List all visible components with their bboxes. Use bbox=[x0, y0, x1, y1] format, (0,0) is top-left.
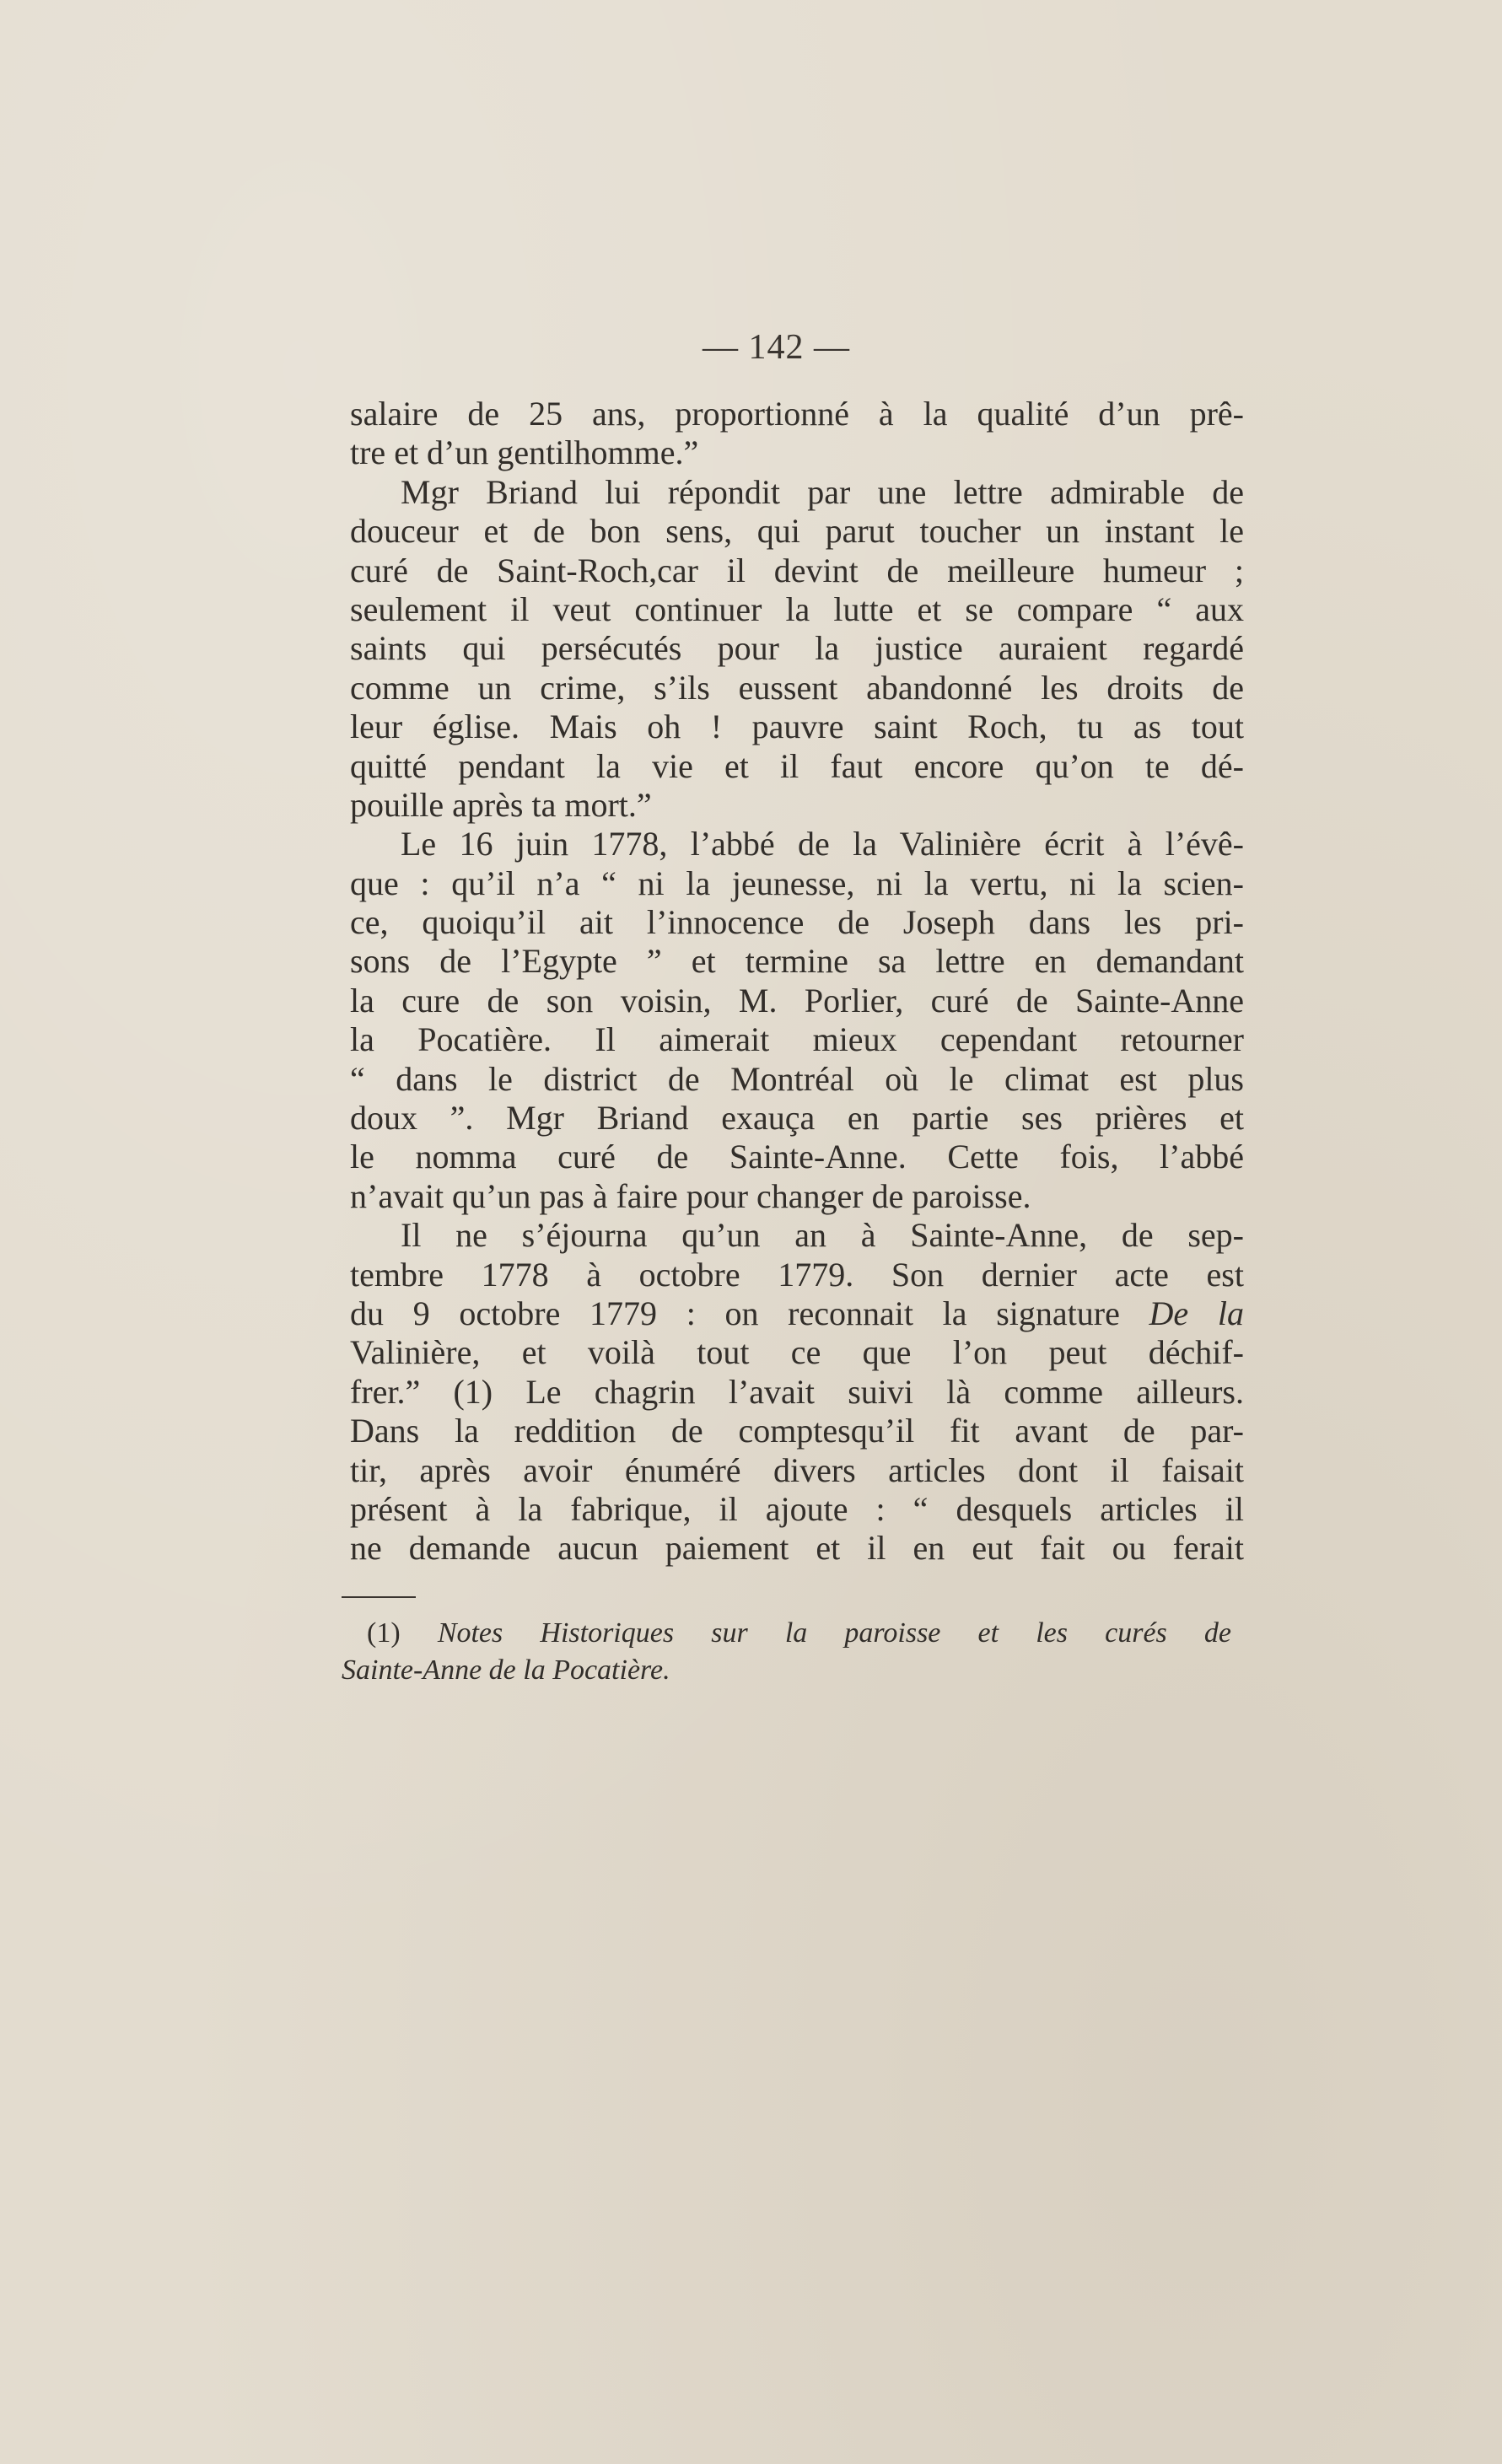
footnote bbox=[342, 1615, 1231, 1689]
footnote-line bbox=[342, 1615, 1231, 1652]
text-line: “ dans le district de Montréal où le climat est plus bbox=[350, 1059, 1244, 1098]
body-text bbox=[350, 395, 1244, 1568]
text-line: quitté pendant la vie et il faut encore qu’on te dé- bbox=[350, 746, 1244, 785]
text-line bbox=[350, 1333, 1244, 1372]
text-line: Il ne s’éjourna qu’un an à Sainte-Anne, de sep- bbox=[401, 1216, 1244, 1255]
text-line: douceur et de bon sens, qui parut toucher un instant le bbox=[350, 512, 1244, 551]
text-line: curé de Saint-Roch,car il devint de meilleure humeur ; bbox=[350, 551, 1244, 589]
text-line: tir, après avoir énuméré divers articles dont il faisait bbox=[350, 1450, 1244, 1489]
italic-fragment: De la bbox=[1149, 1294, 1244, 1332]
text-line: leur église. Mais oh ! pauvre saint Roch, tu as tout bbox=[350, 707, 1244, 746]
text-fragment: Valinière, et voilà tout ce que l’on peut déchif- bbox=[350, 1333, 1244, 1372]
text-line: présent à la fabrique, il ajoute : “ desquels articles il bbox=[350, 1489, 1244, 1528]
text-line: que : qu’il n’a “ ni la jeunesse, ni la vertu, ni la scien- bbox=[350, 863, 1244, 902]
page-number: — 142 — bbox=[703, 328, 850, 367]
text-line: ne demande aucun paiement et il en eut fait ou ferait bbox=[350, 1529, 1244, 1568]
text-line: Dans la reddition de comptesqu’il fit avant de par- bbox=[350, 1412, 1244, 1450]
text-line: sons de l’Egypte ” et termine sa lettre en demandant bbox=[350, 942, 1244, 981]
text-line: seulement il veut continuer la lutte et se compare “ aux bbox=[350, 589, 1244, 628]
text-line: le nomma curé de Sainte-Anne. Cette fois, l’abbé bbox=[350, 1138, 1244, 1176]
text-line: tre et d’un gentilhomme.” bbox=[350, 433, 699, 472]
footnote-divider bbox=[342, 1596, 416, 1598]
text-line: la cure de son voisin, M. Porlier, curé de Sainte-Anne bbox=[350, 981, 1244, 1019]
footnote-title-continued: Sainte-Anne de la Pocatière. bbox=[342, 1654, 670, 1686]
footnote-marker: (1) bbox=[367, 1617, 401, 1649]
text-line: doux ”. Mgr Briand exauça en partie ses prières et bbox=[350, 1099, 1244, 1138]
text-line: Le 16 juin 1778, l’abbé de la Valinière écrit à l’évê- bbox=[401, 825, 1244, 863]
text-line: salaire de 25 ans, proportionné à la qualité d’un prê- bbox=[350, 395, 1244, 433]
footnote-title: Notes Historiques sur la paroisse et les curés de bbox=[437, 1617, 1232, 1649]
text-line: frer.” (1) Le chagrin l’avait suivi là comme ailleurs. bbox=[350, 1372, 1244, 1411]
text-line: pouille après ta mort.” bbox=[350, 785, 652, 824]
text-line: n’avait qu’un pas à faire pour changer de paroisse. bbox=[350, 1176, 1031, 1215]
text-line: tembre 1778 à octobre 1779. Son dernier acte est bbox=[350, 1255, 1244, 1294]
footnote-line bbox=[342, 1652, 1231, 1689]
text-line: comme un crime, s’ils eussent abandonné les droits de bbox=[350, 668, 1244, 707]
text-fragment: du 9 octobre 1779 : on reconnait la signature bbox=[350, 1294, 1120, 1332]
text-line: la Pocatière. Il aimerait mieux cependant retourner bbox=[350, 1020, 1244, 1059]
text-line-with-italic bbox=[350, 1294, 1244, 1333]
text-line: ce, quoiqu’il ait l’innocence de Joseph dans les pri- bbox=[350, 903, 1244, 942]
text-line: Mgr Briand lui répondit par une lettre admirable de bbox=[401, 472, 1244, 511]
text-line: saints qui persécutés pour la justice auraient regardé bbox=[350, 629, 1244, 668]
